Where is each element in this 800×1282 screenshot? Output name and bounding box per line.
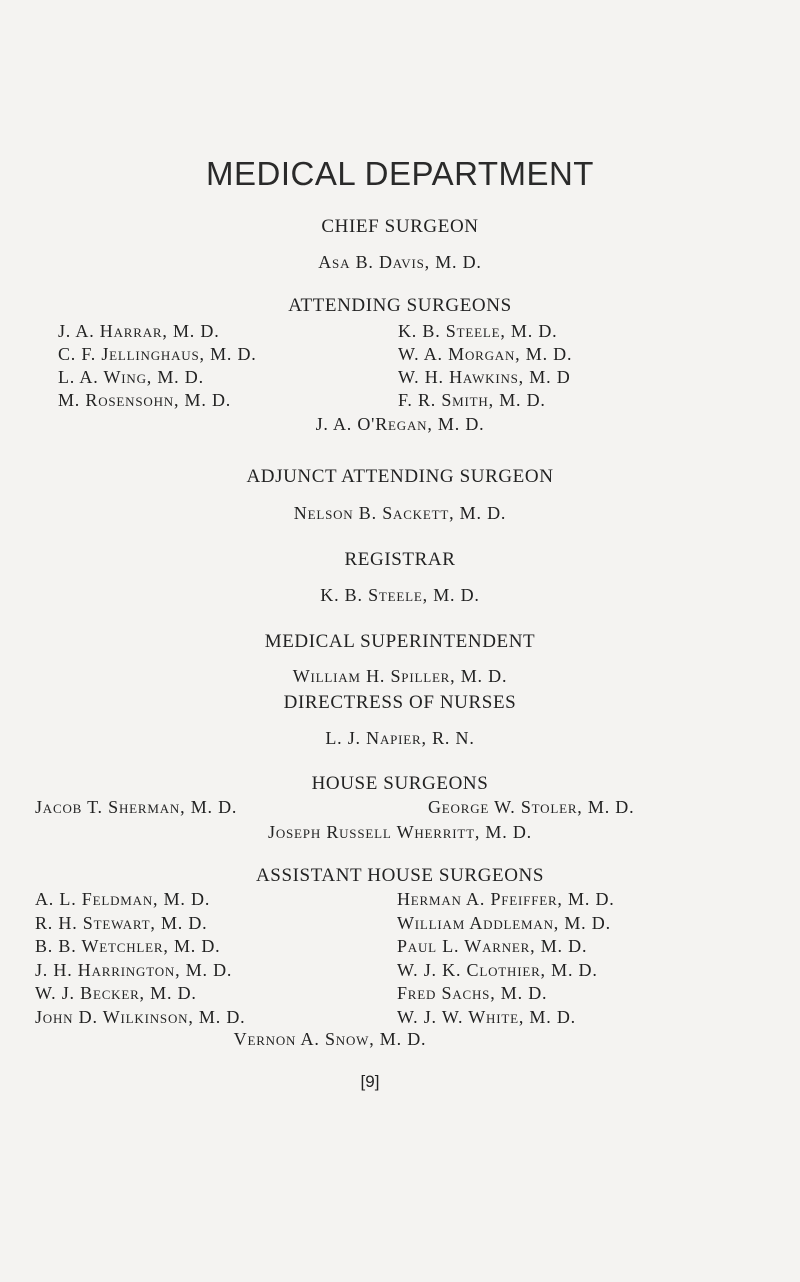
assistant-surgeon-name: Fred Sachs, M. D. [397, 983, 548, 1003]
nurses-heading: DIRECTRESS OF NURSES [283, 692, 517, 713]
assistant-surgeon-name: Herman A. Pfeiffer, M. D. [397, 889, 615, 909]
house-surgeons-right [428, 796, 634, 819]
assistant-surgeon-name: John D. Wilkinson, M. D. [35, 1006, 246, 1027]
attending-surgeon-name: W. A. Morgan, M. D. [398, 344, 573, 364]
house-surgeons-heading: HOUSE SURGEONS [311, 773, 489, 794]
house-surgeon-name: Joseph Russell Wherritt, M. D. [268, 822, 532, 842]
assistant-surgeon-name: J. H. Harrington, M. D. [35, 959, 233, 980]
house-surgeon-name: George W. Stoler, M. D. [428, 797, 635, 817]
attending-surgeon-name: L. A. Wing, M. D. [58, 367, 204, 387]
attending-surgeon-name: M. Rosensohn, M. D. [58, 390, 232, 410]
assistant-surgeons-left-column [35, 888, 245, 1029]
house-surgeons-left [35, 796, 237, 819]
attending-surgeon-name: J. A. Harrar, M. D. [58, 321, 220, 341]
attending-surgeons-right-column [398, 320, 572, 412]
attending-surgeons-left-column [58, 320, 257, 412]
page-number: [9] [360, 1072, 380, 1091]
house-surgeon-name: Jacob T. Sherman, M. D. [35, 797, 238, 817]
attending-surgeon-name: C. F. Jellinghaus, M. D. [58, 344, 257, 364]
attending-surgeon-name: K. B. Steele, M. D. [398, 321, 558, 341]
chief-surgeon-name: Asa B. Davis, M. D. [318, 252, 482, 272]
registrar-name: K. B. Steele, M. D. [320, 585, 480, 605]
adjunct-heading: ADJUNCT ATTENDING SURGEON [246, 466, 554, 487]
adjunct-name: Nelson B. Sackett, M. D. [293, 503, 507, 523]
attending-surgeon-name: W. H. Hawkins, M. D [398, 367, 571, 387]
page-title: MEDICAL DEPARTMENT [206, 155, 594, 192]
attending-surgeon-name: J. A. O'Regan, M. D. [315, 414, 485, 434]
attending-surgeon-name: F. R. Smith, M. D. [398, 390, 546, 410]
superintendent-heading: MEDICAL SUPERINTENDENT [264, 631, 536, 652]
assistant-surgeons-right-column [397, 888, 615, 1029]
nurses-name: L. J. Napier, R. N. [325, 728, 475, 748]
assistant-surgeon-name: W. J. Becker, M. D. [35, 983, 197, 1003]
assistant-surgeon-name: Vernon A. Snow, M. D. [233, 1029, 427, 1049]
attending-surgeons-heading: ATTENDING SURGEONS [288, 295, 512, 316]
assistant-surgeon-name: W. J. K. Clothier, M. D. [397, 959, 598, 980]
assistant-house-surgeons-heading: ASSISTANT HOUSE SURGEONS [255, 865, 545, 886]
assistant-surgeon-name: W. J. W. White, M. D. [397, 1006, 576, 1027]
assistant-surgeon-name: R. H. Stewart, M. D. [35, 912, 208, 933]
assistant-surgeon-name: Paul L. Warner, M. D. [397, 936, 588, 956]
assistant-surgeon-name: B. B. Wetchler, M. D. [35, 936, 221, 956]
assistant-surgeon-name: William Addleman, M. D. [397, 912, 611, 933]
chief-surgeon-heading: CHIEF SURGEON [321, 216, 479, 237]
registrar-heading: REGISTRAR [344, 549, 456, 570]
superintendent-name: William H. Spiller, M. D. [292, 666, 508, 686]
assistant-surgeon-name: A. L. Feldman, M. D. [35, 889, 211, 909]
